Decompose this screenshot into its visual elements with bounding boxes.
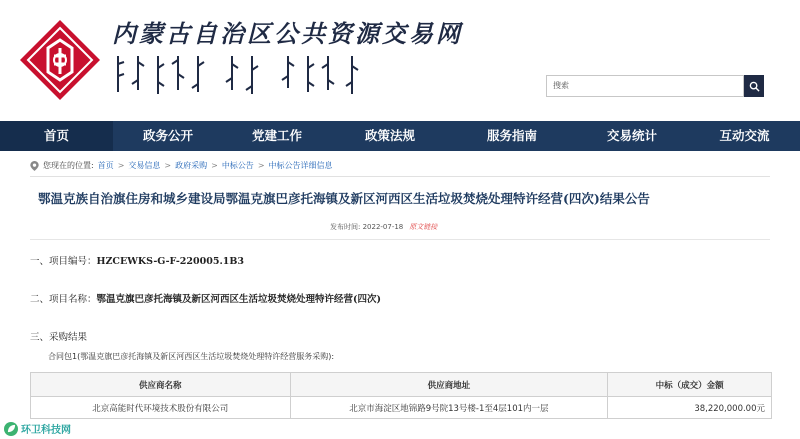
nav-item-policies[interactable]: 政策法规 [364,128,415,143]
breadcrumb-notice-detail[interactable]: 中标公告详细信息 [268,161,333,170]
publish-time: 发布时间: 2022-07-18 [330,223,404,231]
section-label: 三、采购结果 [30,332,88,343]
breadcrumb-separator: > [117,161,125,170]
table-header-bid-amount: 中标（成交）金额 [608,373,772,397]
breadcrumb [30,160,333,171]
mongolian-script-title [112,52,372,100]
divider [30,176,770,177]
table-header-row [31,373,772,397]
divider [30,239,770,240]
breadcrumb-winning-bid-notice[interactable]: 中标公告 [221,161,254,170]
table-header-supplier-name: 供应商名称 [31,373,291,397]
table-row [31,397,772,419]
section-label: 一、项目编号： [30,256,97,267]
breadcrumb-separator: > [164,161,172,170]
watermark [4,421,71,436]
breadcrumb-separator: > [257,161,265,170]
main-nav [0,121,800,151]
nav-item-transaction-stats[interactable]: 交易统计 [606,128,657,143]
contract-package-text: 合同包1(鄂温克旗巴彦托海镇及新区河西区生活垃圾焚烧处理特许经营服务采购): [48,352,335,361]
section-label: 二、项目名称： [30,294,97,305]
breadcrumb-home[interactable]: 首页 [97,161,114,170]
breadcrumb-transaction-info[interactable]: 交易信息 [128,161,161,170]
nav-item-party-building[interactable]: 党建工作 [251,128,302,143]
nav-item-home[interactable]: 首页 [0,121,113,151]
search-button[interactable] [744,75,764,97]
bid-amount-cell: 38,220,000.00元 [608,397,772,419]
supplier-address-cell: 北京市海淀区地锦路9号院13号楼-1至4层101内一层 [290,397,608,419]
result-table [30,372,772,419]
site-title: 内蒙古自治区公共资源交易网 [112,19,463,48]
site-logo-icon[interactable] [18,18,102,102]
leaf-icon [4,422,18,436]
article-title: 鄂温克族自治旗住房和城乡建设局鄂温克旗巴彦托海镇及新区河西区生活垃圾焚烧处理特许经营(四次)结果公告 [38,191,650,206]
original-link[interactable]: 原文链接 [409,223,438,231]
breadcrumb-prefix: 您现在的位置: [43,161,94,170]
leaf-shape-icon [7,424,16,433]
table-header-supplier-address: 供应商地址 [290,373,608,397]
search-input[interactable]: 搜索 [546,75,744,97]
supplier-name-cell: 北京高能时代环境技术股份有限公司 [31,397,291,419]
breadcrumb-separator: > [211,161,218,170]
breadcrumb-government-procurement[interactable]: 政府采购 [175,161,208,170]
article-meta [330,222,437,232]
site-header [0,0,800,120]
nav-item-interaction[interactable]: 互动交流 [719,128,770,143]
nav-item-government-affairs[interactable]: 政务公开 [142,128,193,143]
project-number-value: HZCEWKS-G-F-220005.1B3 [96,256,245,267]
section-procurement-result [30,329,87,343]
search-icon [749,81,760,92]
section-project-name [30,291,381,305]
nav-item-service-guide[interactable]: 服务指南 [486,128,537,143]
location-pin-icon [30,161,39,171]
project-name-value: 鄂温克旗巴彦托海镇及新区河西区生活垃圾焚烧处理特许经营(四次) [96,294,382,305]
section-project-number [30,253,244,267]
watermark-text: 环卫科技网 [21,425,71,436]
